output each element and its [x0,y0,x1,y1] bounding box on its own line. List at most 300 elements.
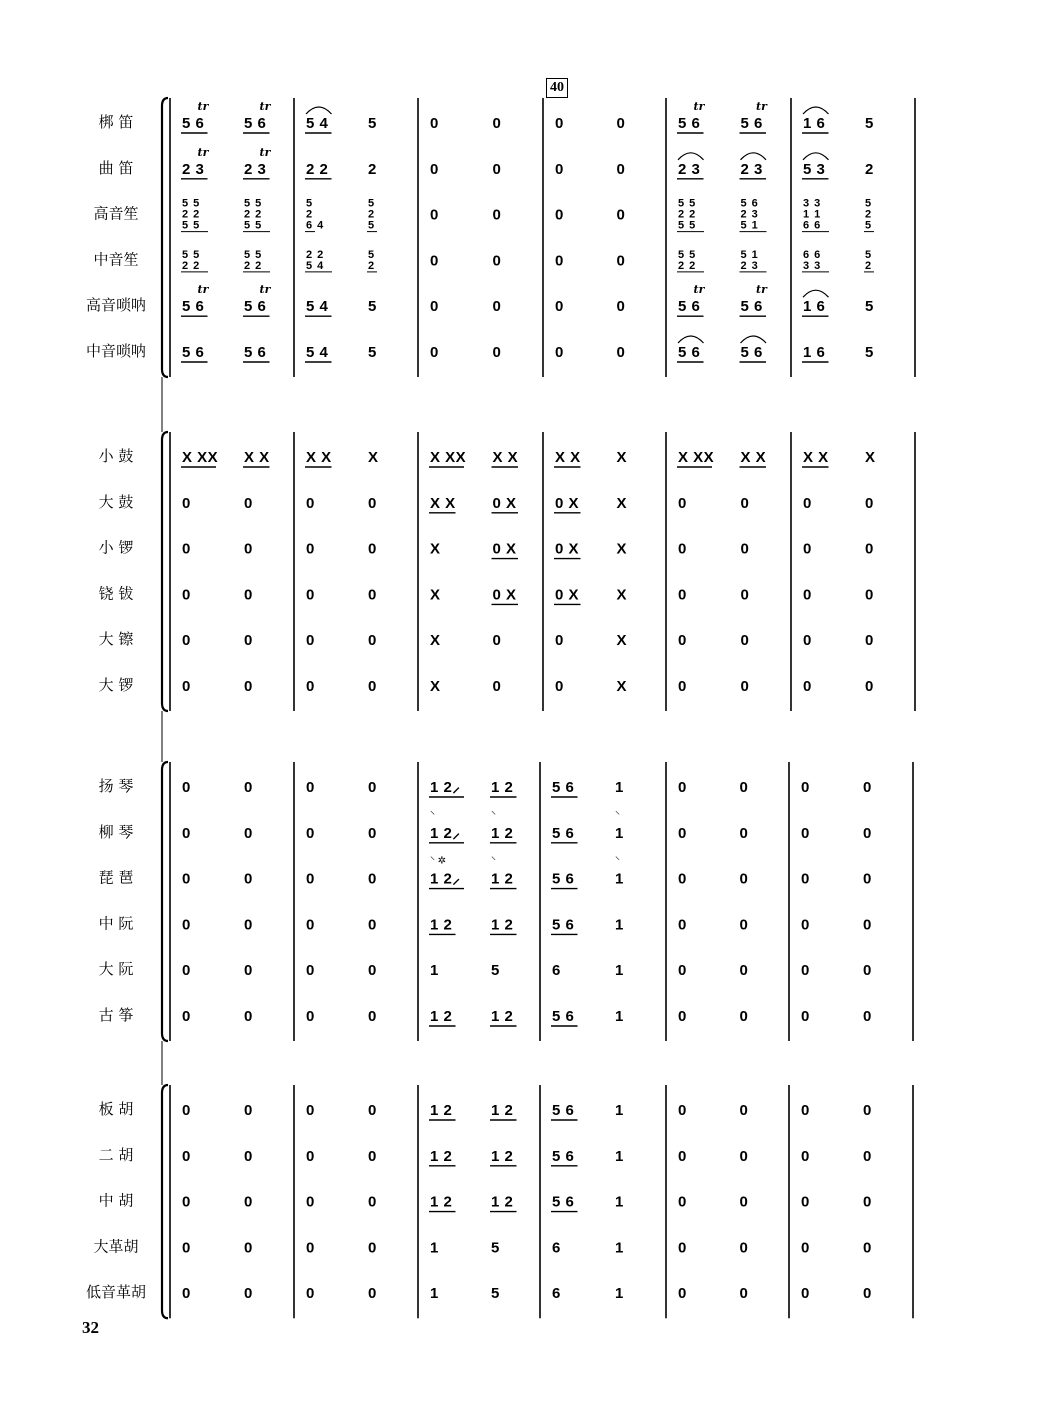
note-group [306,1102,315,1119]
note: 0 [244,1102,253,1119]
note-group [740,779,749,796]
note-group [863,825,872,842]
note-group [244,1285,253,1302]
note-group [863,871,872,888]
note-group [865,541,874,558]
note-group [429,779,464,797]
note: 5 6 [244,298,267,316]
note: 0 [368,678,377,695]
note: 1 2 [430,916,453,934]
note: 0 [306,632,315,650]
note: 0 [865,494,874,512]
note: 0 [678,678,687,695]
note-group [305,198,324,232]
note: 5 6 [552,1102,575,1119]
note: X X [306,449,332,466]
note-group [551,916,578,934]
note-group [493,298,502,315]
note-group [182,495,191,512]
note: 0 [492,115,502,132]
note-group [244,1194,253,1211]
chord-note: 2 [306,208,314,221]
note-group [865,678,874,695]
instrument-row [93,1237,871,1256]
note-group [490,1008,517,1026]
note-group [368,161,377,178]
note: 0 [801,779,810,796]
note: 0 [492,160,502,178]
note-group [555,632,564,649]
note-group [677,249,704,272]
note: 0 [616,344,626,361]
note: 0 [368,824,377,842]
note-group [244,1148,253,1165]
note: 0 [306,1285,315,1303]
note-group [490,779,517,797]
note-group [617,161,626,178]
note-group [368,1194,377,1211]
note-group [678,1008,687,1025]
note: 0 [182,586,191,604]
chord-note: 2 2 [678,208,697,221]
note: 0 [801,1008,810,1025]
note-group [615,779,624,796]
note-group [429,810,464,843]
note: 1 2⸝ [430,824,461,842]
note: 5 6 [678,115,701,132]
instrument-row [99,146,874,179]
note: 0 [616,160,626,178]
note-group [865,161,874,178]
note-group [430,1239,439,1256]
note-group [182,962,191,979]
note: 0 [368,962,377,980]
note: 0 [182,824,191,842]
note-group [617,586,628,603]
note-group [740,283,769,316]
instrument-row [86,1283,872,1302]
note: 1 [615,962,624,980]
note: 0 [306,779,315,796]
note: 0 [368,1008,377,1025]
chord-note: 5 5 [678,197,697,210]
system-bracket [162,1085,168,1318]
instrument-row [93,198,874,232]
note: 0 [306,1102,315,1119]
note-group [677,336,704,362]
note: 0 [306,540,315,558]
note-group [368,495,377,512]
note-group [617,632,628,649]
note: 1 2⸝ [430,870,461,888]
note: 0 [863,962,872,980]
note: 2 [368,160,377,178]
instrument-row [99,447,876,467]
note-group [368,541,377,558]
chord-note: 2 3 [740,208,759,221]
note: 5 6 [182,298,205,316]
note-group [554,495,581,513]
note-group [551,825,578,843]
note: 0 X [555,540,580,558]
note: 6 [552,1285,561,1303]
note: X [368,449,379,466]
note-group [555,115,564,132]
note-group [430,207,439,224]
note: 0 [182,916,191,934]
note-group [802,249,829,272]
note-group [490,1148,517,1166]
note-group [802,153,829,179]
note: 0 [368,1285,377,1303]
note-group [306,1008,315,1025]
note-group [863,962,872,979]
note-group [740,1148,749,1165]
chord-note: 2 [865,208,873,221]
note: 0 [678,540,687,558]
note: X [616,632,628,650]
note: 5 4 [306,298,329,316]
note-group [741,495,750,512]
note: 0 [182,494,191,512]
note-group [305,249,332,272]
note-group [802,449,829,467]
note-group [615,916,624,933]
note: 2 [865,160,874,178]
note: 5 4 [306,344,329,361]
note: 0 [678,1193,687,1211]
note-group [741,541,750,558]
note: 0 X [555,586,580,604]
note-group [551,779,578,797]
note: 5 6 [182,344,205,361]
instrument-label: 大革胡 [93,1237,139,1256]
system-winds [86,98,915,432]
note: X [430,632,441,650]
instrument-label: 板 胡 [98,1100,134,1118]
chord-note: 6 6 [803,219,822,232]
note-group [243,449,270,467]
note-group [182,779,191,796]
instrument-row [86,336,874,362]
note-group [678,1239,687,1256]
note: 0 [182,1193,191,1211]
slur [803,107,829,114]
note-group [552,962,561,979]
note: 5 6 [740,344,763,361]
note-group [801,1194,810,1211]
note-group [430,962,439,979]
chord-note: 5 6 [740,197,759,210]
chord-note: 5 [368,219,376,232]
note: 0 [244,1008,253,1025]
chord-note: 3 3 [803,197,822,210]
note: 5 6 [552,824,575,842]
instrument-label: 中 胡 [98,1191,134,1210]
note-group [615,962,624,979]
chord-note: 5 [306,197,314,210]
note: 5 6 [678,298,701,316]
system-bracket [162,762,168,1041]
note: 0 [492,344,502,361]
system-percussion [99,432,915,762]
note: 1 2 [491,1102,514,1119]
instrument-label: 低音革胡 [85,1283,147,1302]
technique-mark: ⸌ [491,809,496,821]
note-group [181,249,208,272]
instrument-label: 高音笙 [93,204,139,223]
note-group [803,632,812,649]
note: 0 [244,870,253,888]
note-group [306,779,315,796]
note: 0 [863,824,872,842]
chord-note: 5 [368,197,376,210]
note: 0 [555,344,564,361]
note-group [552,1285,561,1302]
note-group [493,115,502,132]
note: 0 [306,916,315,934]
note-group [182,541,191,558]
note-group [615,1148,624,1165]
slur [803,153,829,160]
note: X [616,586,628,604]
note: 2 3 [244,160,267,178]
note: 0 [739,1285,749,1303]
note: 0 [678,1285,687,1303]
chord-note: 5 5 [182,248,201,261]
note: 0 [368,1147,377,1165]
note: 0 [678,494,687,512]
note: 0 [739,962,749,980]
note-group [368,1148,377,1165]
note: 0 [740,540,750,558]
note: 0 [803,632,812,650]
note: 5 [865,344,874,361]
note: X X [430,494,456,512]
chord-note: 3 3 [803,259,822,272]
note: 5 [865,115,874,132]
note: 0 [801,1239,810,1257]
chord-note: 5 [865,197,873,210]
trill-mark: tr [756,283,767,297]
note-group [863,1285,872,1302]
note-group [801,825,810,842]
note-group [551,1148,578,1166]
note-group [244,871,253,888]
note: 0 [740,494,750,512]
chord-note: 1 1 [803,208,822,221]
note: 0 [182,870,191,888]
note-group [306,541,315,558]
note: 0 [244,824,253,842]
note: X XX [678,449,715,466]
note: 0 [182,1147,191,1165]
note: 0 [803,586,812,604]
trill-mark: tr [259,145,271,159]
slur [741,336,767,343]
note-group [740,1102,749,1119]
note: 0 [740,678,750,695]
note-group [555,298,564,315]
note-group [182,632,191,649]
note: 0 [430,115,439,132]
system-plucked [99,762,913,1085]
chord-note: 5 4 [306,259,325,272]
note-group [306,495,315,512]
note-group [368,586,377,603]
system-bowed [86,1085,913,1318]
note-group [181,146,210,179]
note-group [615,1194,624,1211]
note-group [306,1148,315,1165]
chord-note: 6 6 [803,248,822,261]
page-number: 32 [82,1318,99,1337]
note-group [617,252,626,269]
note-group [492,449,519,467]
chord-note: 5 5 [182,219,201,232]
note-group [554,586,581,604]
note-group [306,678,315,695]
note: 0 [368,779,377,796]
note: 0 [368,632,377,650]
instrument-label: 梆 笛 [98,113,134,131]
note-group [182,1008,191,1025]
technique-mark: ⸌ [430,809,435,821]
note: 0 [182,632,191,650]
note-group [429,856,464,889]
note: X X [244,449,270,466]
note-group [740,249,767,272]
note-group [368,1102,377,1119]
slur [678,153,704,160]
note-group [243,283,272,316]
note: 5 6 [678,344,701,361]
note: 0 [182,540,191,558]
note-group [801,1008,810,1025]
note-group [802,344,829,362]
note-group [368,871,377,888]
note-group [554,541,581,559]
note-group [490,810,517,843]
note: 0 [430,206,439,224]
chord-note: 2 2 [244,208,263,221]
slur [741,153,767,160]
note-group [617,344,626,361]
note: 0 [801,1147,810,1165]
chord-note: 5 5 [244,219,263,232]
note-group [430,115,439,132]
note: 0 [678,870,687,888]
note-group [803,586,812,603]
note: 0 [555,160,564,178]
note: X XX [430,449,467,466]
note-group [865,495,874,512]
note: 0 [306,824,315,842]
instrument-row [99,493,874,513]
chord-note: 6 4 [306,219,325,232]
note: 1 2 [491,916,514,934]
note: X X [740,449,767,466]
note: 0 [616,206,626,224]
note: 0 [863,870,872,888]
instrument-label: 中 阮 [98,914,134,933]
note: 5 [491,1285,500,1303]
note: X [430,586,441,604]
note: 2 3 [182,160,205,178]
note-group [677,153,704,179]
chord-note: 5 [865,248,873,261]
note-group [615,810,624,842]
note: 0 [492,206,502,224]
note-group [801,916,810,933]
note-group [863,916,872,933]
note: 1 2 [491,779,514,796]
note-group [801,1239,810,1256]
note-group [863,1008,872,1025]
note-group [493,207,502,224]
note-group [305,161,332,179]
note: 5 [865,298,874,316]
note-group [617,298,626,315]
chord-note: 2 3 [740,259,759,272]
note: 0 [678,632,687,650]
note-group [368,1008,377,1025]
note-group [801,962,810,979]
note-group [740,198,767,232]
note-group [615,1008,624,1025]
instrument-row [86,283,874,316]
note-group [678,916,687,933]
note-group [741,632,750,649]
note: 1 2 [491,1008,514,1025]
note: 0 [678,1008,687,1025]
instrument-row [99,1006,872,1026]
note-group [552,1239,561,1256]
note-group [368,298,377,315]
technique-mark: ⸌ [615,855,620,867]
note-group [305,107,332,133]
chord-note: 2 [865,259,873,272]
note-group [617,541,628,558]
note: 1 2 [491,870,514,888]
note-group [555,678,564,695]
note-group [741,678,750,695]
note-group [678,632,687,649]
slur [803,290,829,297]
instrument-row [99,1146,872,1166]
instrument-label: 铙 钹 [98,584,134,603]
note-group [678,495,687,512]
note-group [305,344,332,362]
chord-note: 2 2 [306,248,325,261]
slur [678,336,704,343]
note: 5 [368,344,377,361]
instrument-label: 大 鼓 [98,492,134,511]
note: 0 [678,1239,687,1257]
note: 5 4 [306,115,329,132]
note: 5 6 [552,916,575,934]
note-group [368,344,377,361]
note-group [865,298,874,315]
note: 0 [368,1193,377,1211]
note-group [368,449,379,466]
note: 0 [306,1147,315,1165]
note: 0 [555,115,564,132]
note-group [617,207,626,224]
note: 1 6 [803,344,826,361]
note: 1 [430,962,439,980]
note-group [740,1008,749,1025]
